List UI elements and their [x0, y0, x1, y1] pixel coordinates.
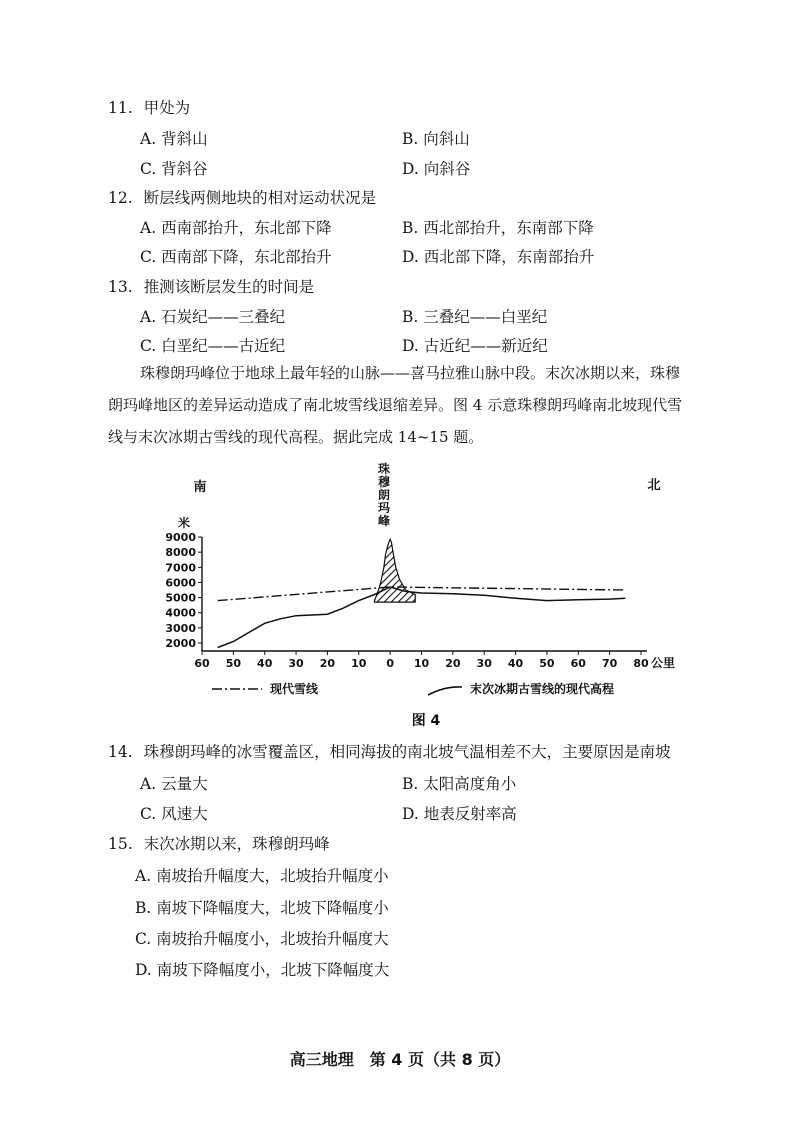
option-15-b [135, 896, 389, 918]
option-letter: D. [402, 337, 419, 355]
question-stem: 末次冰期以来，珠穆朗玛峰 [143, 835, 330, 853]
option-letter: D. [402, 805, 419, 823]
option-letter: D. [135, 961, 152, 979]
option-text: 太阳高度角小 [423, 775, 517, 793]
peak-label-char: 峰 [377, 514, 391, 528]
question-stem: 推测该断层发生的时间是 [143, 278, 315, 296]
y-tick-label: 3000 [165, 621, 196, 635]
question-number: 14. [108, 743, 133, 761]
option-12-a [140, 216, 332, 238]
option-14-b [402, 772, 516, 794]
peak-label-char: 朗 [377, 488, 391, 502]
question-12 [108, 186, 376, 208]
option-12-d [402, 245, 594, 267]
option-letter: C. [135, 930, 152, 948]
option-letter: D. [402, 160, 419, 178]
x-tick-label: 50 [225, 657, 242, 670]
option-14-c [140, 802, 208, 824]
intro-line-1: 珠穆朗玛峰位于地球上最年轻的山脉——喜马拉雅山脉中段。末次冰期以来，珠穆 [140, 364, 681, 382]
figure-caption: 图 4 [411, 713, 441, 729]
option-13-c [140, 334, 285, 356]
y-tick-label: 5000 [165, 591, 196, 605]
question-11 [108, 96, 190, 118]
x-axis-label: 公里 [650, 656, 676, 670]
legend-ancient-line [428, 687, 462, 695]
option-letter: C. [140, 337, 157, 355]
question-14 [108, 740, 671, 762]
option-letter: A. [135, 867, 152, 885]
question-number: 12. [108, 189, 133, 207]
x-tick-label: 40 [257, 657, 273, 670]
option-text: 风速大 [161, 805, 208, 823]
option-letter: C. [140, 805, 157, 823]
option-letter: A. [140, 130, 157, 148]
option-11-d [402, 157, 470, 179]
option-12-b [402, 216, 594, 238]
option-14-d [402, 802, 517, 824]
north-label: 北 [647, 478, 661, 493]
y-tick-label: 7000 [165, 561, 196, 575]
option-13-b [402, 305, 547, 327]
option-11-a [140, 127, 208, 149]
option-text: 南坡抬升幅度大，北坡抬升幅度小 [156, 867, 389, 885]
option-text: 白垩纪——古近纪 [161, 337, 286, 355]
option-13-d [402, 334, 548, 356]
option-text: 云量大 [161, 775, 208, 793]
question-number: 13. [108, 278, 133, 296]
option-14-a [140, 772, 208, 794]
option-text: 背斜谷 [161, 160, 208, 178]
question-15 [108, 832, 330, 854]
option-text: 西南部抬升，东北部下降 [161, 219, 332, 237]
option-letter: C. [140, 248, 157, 266]
x-tick-label: 10 [351, 657, 367, 670]
x-tick-label: 0 [386, 657, 394, 670]
page-footer: 高三地理 第 4 页（共 8 页） [289, 1050, 511, 1069]
option-11-b [402, 127, 470, 149]
y-axis-label: 米 [177, 516, 191, 530]
legend-ancient-label: 末次冰期古雪线的现代高程 [470, 682, 615, 696]
option-letter: D. [402, 248, 419, 266]
option-text: 背斜山 [161, 130, 208, 148]
x-tick-label: 10 [413, 657, 430, 670]
option-text: 西南部下降，东北部抬升 [161, 248, 332, 266]
legend-modern-label: 现代雪线 [270, 682, 319, 696]
modern-snowline [218, 587, 626, 601]
south-label: 南 [193, 480, 207, 495]
option-letter: A. [140, 219, 157, 237]
y-tick-label: 9000 [165, 531, 196, 544]
peak-label-char: 穆 [377, 475, 391, 489]
option-text: 地表反射率高 [423, 805, 517, 823]
y-tick-label: 4000 [165, 606, 196, 620]
option-text: 南坡下降幅度小，北坡下降幅度大 [156, 961, 390, 979]
y-tick-label: 8000 [165, 546, 196, 560]
option-letter: B. [402, 775, 419, 793]
question-stem: 断层线两侧地块的相对运动状况是 [143, 189, 377, 207]
x-tick-label: 20 [445, 657, 461, 670]
option-13-a [140, 305, 285, 327]
x-tick-label: 70 [601, 657, 618, 670]
intro-line-3: 线与末次冰期古雪线的现代高程。据此完成 14~15 题。 [108, 428, 484, 446]
x-tick-label: 20 [319, 657, 336, 670]
option-letter: B. [402, 219, 419, 237]
option-text: 向斜山 [423, 130, 470, 148]
intro-line-2: 朗玛峰地区的差异运动造成了南北坡雪线退缩差异。图 4 示意珠穆朗玛峰南北坡现代雪 [108, 396, 683, 414]
option-text: 南坡下降幅度大，北坡下降幅度小 [156, 899, 389, 917]
option-text: 南坡抬升幅度小，北坡抬升幅度大 [156, 930, 389, 948]
option-15-a [135, 864, 389, 886]
y-tick-label: 6000 [165, 576, 196, 590]
figure-4-chart [0, 455, 800, 735]
option-letter: A. [140, 775, 157, 793]
x-tick-label: 40 [507, 657, 524, 670]
x-tick-label: 30 [476, 657, 492, 670]
option-text: 西北部抬升，东南部下降 [423, 219, 594, 237]
option-text: 三叠纪——白垩纪 [423, 308, 548, 326]
option-letter: B. [402, 130, 419, 148]
option-11-c [140, 157, 208, 179]
option-letter: A. [140, 308, 157, 326]
option-text: 西北部下降，东南部抬升 [423, 248, 595, 266]
y-tick-label: 2000 [165, 637, 196, 650]
x-tick-label: 60 [194, 657, 210, 670]
x-tick-label: 30 [288, 657, 304, 670]
peak-label-char: 珠 [377, 462, 391, 476]
question-stem: 珠穆朗玛峰的冰雪覆盖区，相同海拔的南北坡气温相差不大，主要原因是南坡 [143, 743, 671, 761]
question-13 [108, 275, 314, 297]
option-text: 古近纪——新近纪 [423, 337, 548, 355]
everest-peak-profile [374, 539, 415, 602]
option-text: 石炭纪——三叠纪 [161, 308, 286, 326]
option-letter: B. [402, 308, 419, 326]
x-tick-label: 80 [633, 657, 649, 670]
question-number: 15. [108, 835, 133, 853]
question-number: 11. [108, 99, 133, 117]
peak-label-char: 玛 [377, 501, 391, 515]
option-text: 向斜谷 [423, 160, 471, 178]
x-tick-label: 50 [539, 657, 555, 670]
option-letter: C. [140, 160, 157, 178]
option-15-c [135, 927, 389, 949]
option-12-c [140, 245, 332, 267]
question-stem: 甲处为 [143, 99, 191, 117]
x-tick-label: 60 [570, 657, 586, 670]
option-letter: B. [135, 899, 152, 917]
option-15-d [135, 958, 389, 980]
